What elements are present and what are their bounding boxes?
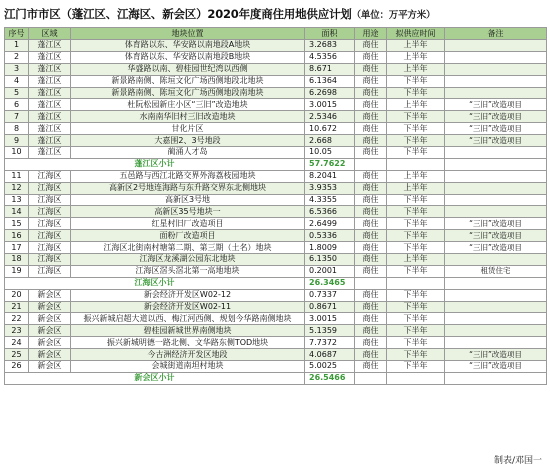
cell-district: 江海区 [29, 182, 71, 194]
subtotal-label: 江海区小计 [5, 277, 305, 289]
cell-use: 商住 [355, 265, 387, 277]
cell-no: 14 [5, 206, 29, 218]
cell-use: 商住 [355, 182, 387, 194]
cell-location: 杜阮松园新庄小区“三旧”改造地块 [71, 99, 305, 111]
cell-note: “三旧”改造项目 [445, 242, 547, 254]
cell-area: 2.668 [305, 135, 355, 147]
cell-district: 新会区 [29, 349, 71, 361]
subtotal-row [5, 158, 547, 170]
cell-area: 7.7372 [305, 337, 355, 349]
cell-area: 4.0687 [305, 349, 355, 361]
cell-area: 0.8671 [305, 301, 355, 313]
cell-time: 下半年 [387, 289, 445, 301]
table-row [5, 111, 547, 123]
cell-location: 会城街道南坦村地块 [71, 361, 305, 373]
table-row [5, 123, 547, 135]
table-row [5, 206, 547, 218]
cell-note: “三旧”改造项目 [445, 111, 547, 123]
cell-note [445, 325, 547, 337]
table-body [5, 40, 547, 385]
cell-location: 红星村旧厂改造项目 [71, 218, 305, 230]
cell-area: 3.0015 [305, 313, 355, 325]
cell-time: 下半年 [387, 147, 445, 159]
cell-district: 江海区 [29, 230, 71, 242]
cell-district: 蓬江区 [29, 135, 71, 147]
cell-note [445, 75, 547, 87]
cell-note [445, 51, 547, 63]
cell-area: 0.2001 [305, 265, 355, 277]
cell-area: 3.2683 [305, 40, 355, 52]
cell-use: 商住 [355, 170, 387, 182]
cell-time: 上半年 [387, 170, 445, 182]
cell-note [445, 301, 547, 313]
cell-use: 商住 [355, 361, 387, 373]
cell-no: 8 [5, 123, 29, 135]
cell-note [445, 40, 547, 52]
header-location: 地块位置 [71, 28, 305, 40]
cell-use: 商住 [355, 313, 387, 325]
subtotal-empty [445, 158, 547, 170]
cell-use: 商住 [355, 289, 387, 301]
cell-note [445, 337, 547, 349]
cell-area: 8.671 [305, 63, 355, 75]
cell-use: 商住 [355, 242, 387, 254]
header-use: 用途 [355, 28, 387, 40]
cell-note: “三旧”改造项目 [445, 123, 547, 135]
cell-district: 江海区 [29, 242, 71, 254]
table-row [5, 99, 547, 111]
cell-area: 2.6499 [305, 218, 355, 230]
table-row [5, 254, 547, 266]
subtotal-empty [445, 372, 547, 384]
cell-use: 商住 [355, 111, 387, 123]
cell-location: 新会经济开发区W02-12 [71, 289, 305, 301]
cell-district: 蓬江区 [29, 123, 71, 135]
cell-area: 2.5346 [305, 111, 355, 123]
cell-note [445, 289, 547, 301]
cell-district: 蓬江区 [29, 87, 71, 99]
cell-district: 江海区 [29, 206, 71, 218]
cell-no: 19 [5, 265, 29, 277]
table-row [5, 230, 547, 242]
land-supply-table [4, 27, 547, 385]
cell-district: 江海区 [29, 265, 71, 277]
subtotal-empty [445, 277, 547, 289]
cell-note [445, 182, 547, 194]
cell-use: 商住 [355, 254, 387, 266]
header-no: 序号 [5, 28, 29, 40]
cell-area: 5.0025 [305, 361, 355, 373]
cell-note [445, 147, 547, 159]
header-row [5, 28, 547, 40]
cell-area: 4.5356 [305, 51, 355, 63]
cell-note [445, 313, 547, 325]
cell-location: 碧桂园新城世界南侧地块 [71, 325, 305, 337]
cell-location: 体育路以东、华安路以南地段B地块 [71, 51, 305, 63]
table-row [5, 147, 547, 159]
cell-note: “三旧”改造项目 [445, 135, 547, 147]
cell-no: 12 [5, 182, 29, 194]
cell-use: 商住 [355, 230, 387, 242]
cell-time: 下半年 [387, 337, 445, 349]
cell-time: 上半年 [387, 99, 445, 111]
cell-note [445, 254, 547, 266]
cell-no: 18 [5, 254, 29, 266]
subtotal-value: 57.7622 [305, 158, 355, 170]
cell-district: 蓬江区 [29, 111, 71, 123]
cell-time: 上半年 [387, 63, 445, 75]
cell-no: 9 [5, 135, 29, 147]
cell-time: 下半年 [387, 313, 445, 325]
cell-location: 甘化片区 [71, 123, 305, 135]
cell-area: 10.672 [305, 123, 355, 135]
cell-no: 4 [5, 75, 29, 87]
cell-note: “三旧”改造项目 [445, 349, 547, 361]
table-row [5, 194, 547, 206]
cell-note [445, 194, 547, 206]
table-row [5, 313, 547, 325]
subtotal-empty [355, 277, 387, 289]
cell-location: 水南南华旧村三旧改造地块 [71, 111, 305, 123]
table-row [5, 349, 547, 361]
cell-time: 下半年 [387, 194, 445, 206]
cell-no: 3 [5, 63, 29, 75]
cell-district: 蓬江区 [29, 63, 71, 75]
cell-use: 商住 [355, 349, 387, 361]
cell-use: 商住 [355, 123, 387, 135]
cell-location: 面粉厂改造项目 [71, 230, 305, 242]
header-district: 区域 [29, 28, 71, 40]
cell-location: 蔺涌人才岛 [71, 147, 305, 159]
table-row [5, 63, 547, 75]
cell-no: 26 [5, 361, 29, 373]
cell-area: 6.2698 [305, 87, 355, 99]
cell-no: 5 [5, 87, 29, 99]
cell-district: 新会区 [29, 361, 71, 373]
cell-area: 4.3355 [305, 194, 355, 206]
cell-use: 商住 [355, 206, 387, 218]
table-row [5, 325, 547, 337]
table-row [5, 218, 547, 230]
subtotal-empty [355, 158, 387, 170]
table-row [5, 337, 547, 349]
cell-district: 江海区 [29, 218, 71, 230]
cell-area: 10.05 [305, 147, 355, 159]
header-area: 面积 [305, 28, 355, 40]
cell-location: 体育路以东、华安路以南地段A地块 [71, 40, 305, 52]
subtotal-value: 26.5466 [305, 372, 355, 384]
subtotal-empty [387, 158, 445, 170]
cell-no: 1 [5, 40, 29, 52]
cell-note [445, 87, 547, 99]
cell-use: 商住 [355, 87, 387, 99]
cell-time: 上半年 [387, 40, 445, 52]
cell-time: 下半年 [387, 325, 445, 337]
cell-location: 新景路南侧、陈垣文化广场西侧地段北地块 [71, 75, 305, 87]
cell-location: 江海区滘头滘北第一高地地块 [71, 265, 305, 277]
cell-time: 下半年 [387, 265, 445, 277]
cell-use: 商住 [355, 301, 387, 313]
cell-location: 新会经济开发区W02-11 [71, 301, 305, 313]
cell-district: 江海区 [29, 170, 71, 182]
cell-no: 22 [5, 313, 29, 325]
cell-use: 商住 [355, 337, 387, 349]
cell-use: 商住 [355, 194, 387, 206]
cell-time: 上半年 [387, 182, 445, 194]
table-row [5, 301, 547, 313]
cell-area: 0.7337 [305, 289, 355, 301]
cell-no: 11 [5, 170, 29, 182]
cell-location: 华盛路以南、碧桂园世纪湾以西侧 [71, 63, 305, 75]
table-row [5, 170, 547, 182]
cell-note: “三旧”改造项目 [445, 361, 547, 373]
cell-use: 商住 [355, 40, 387, 52]
title-main: 江门市市区（蓬江区、江海区、新会区）2020年度商住用地供应计划 [4, 7, 352, 21]
cell-district: 江海区 [29, 254, 71, 266]
cell-location: 新景路南侧、陈垣文化广场西侧地段南地块 [71, 87, 305, 99]
cell-location: 今古洲经济开发区地段 [71, 349, 305, 361]
cell-district: 蓬江区 [29, 99, 71, 111]
cell-area: 1.8009 [305, 242, 355, 254]
cell-no: 17 [5, 242, 29, 254]
cell-time: 下半年 [387, 111, 445, 123]
cell-no: 2 [5, 51, 29, 63]
header-time: 拟供应时间 [387, 28, 445, 40]
cell-location: 高新区3号地 [71, 194, 305, 206]
subtotal-row [5, 372, 547, 384]
cell-time: 上半年 [387, 254, 445, 266]
cell-area: 3.9353 [305, 182, 355, 194]
table-row [5, 289, 547, 301]
subtotal-empty [387, 372, 445, 384]
cell-district: 蓬江区 [29, 147, 71, 159]
cell-no: 20 [5, 289, 29, 301]
cell-note: “三旧”改造项目 [445, 218, 547, 230]
cell-time: 下半年 [387, 206, 445, 218]
cell-use: 商住 [355, 135, 387, 147]
table-row [5, 265, 547, 277]
subtotal-empty [387, 277, 445, 289]
cell-time: 上半年 [387, 51, 445, 63]
cell-no: 24 [5, 337, 29, 349]
cell-no: 16 [5, 230, 29, 242]
cell-time: 下半年 [387, 301, 445, 313]
subtotal-empty [355, 372, 387, 384]
cell-location: 高新区2号地连海路与东升路交界东北侧地块 [71, 182, 305, 194]
cell-area: 5.1359 [305, 325, 355, 337]
cell-time: 下半年 [387, 123, 445, 135]
cell-note [445, 206, 547, 218]
header-note: 备注 [445, 28, 547, 40]
cell-time: 下半年 [387, 242, 445, 254]
credit-line: 制表/邓国一 [493, 456, 542, 466]
table-row [5, 51, 547, 63]
cell-time: 下半年 [387, 87, 445, 99]
cell-area: 3.0015 [305, 99, 355, 111]
cell-area: 0.5336 [305, 230, 355, 242]
table-row [5, 87, 547, 99]
cell-district: 江海区 [29, 194, 71, 206]
cell-location: 振兴新城明德一路北侧、文华路东侧TOD地块 [71, 337, 305, 349]
cell-use: 商住 [355, 51, 387, 63]
table-row [5, 361, 547, 373]
cell-note: “三旧”改造项目 [445, 230, 547, 242]
cell-district: 新会区 [29, 313, 71, 325]
cell-location: 五邑路与西江北路交界外海荔枝园地块 [71, 170, 305, 182]
cell-location: 振兴新城启超大道以西、梅江河西侧、规划今华路南侧地块 [71, 313, 305, 325]
subtotal-label: 蓬江区小计 [5, 158, 305, 170]
cell-no: 15 [5, 218, 29, 230]
table-row [5, 242, 547, 254]
cell-area: 8.2041 [305, 170, 355, 182]
subtotal-row [5, 277, 547, 289]
cell-district: 蓬江区 [29, 75, 71, 87]
cell-use: 商住 [355, 63, 387, 75]
cell-no: 6 [5, 99, 29, 111]
table-row [5, 135, 547, 147]
cell-no: 21 [5, 301, 29, 313]
cell-location: 江海区北街南村塘第二期、第三期（土名）地块 [71, 242, 305, 254]
cell-location: 江海区龙溪湖公园东北地块 [71, 254, 305, 266]
cell-no: 13 [5, 194, 29, 206]
cell-time: 下半年 [387, 75, 445, 87]
cell-area: 6.1350 [305, 254, 355, 266]
cell-district: 新会区 [29, 337, 71, 349]
cell-district: 蓬江区 [29, 51, 71, 63]
cell-district: 蓬江区 [29, 40, 71, 52]
cell-district: 新会区 [29, 301, 71, 313]
cell-use: 商住 [355, 75, 387, 87]
cell-time: 下半年 [387, 230, 445, 242]
cell-time: 下半年 [387, 349, 445, 361]
cell-time: 下半年 [387, 361, 445, 373]
cell-location: 高新区35号地块一 [71, 206, 305, 218]
cell-time: 下半年 [387, 218, 445, 230]
cell-use: 商住 [355, 325, 387, 337]
cell-no: 23 [5, 325, 29, 337]
cell-use: 商住 [355, 147, 387, 159]
cell-district: 新会区 [29, 325, 71, 337]
cell-area: 6.5366 [305, 206, 355, 218]
cell-use: 商住 [355, 218, 387, 230]
cell-location: 大嘉围2、3号地段 [71, 135, 305, 147]
cell-no: 25 [5, 349, 29, 361]
table-row [5, 40, 547, 52]
table-row [5, 182, 547, 194]
cell-no: 7 [5, 111, 29, 123]
cell-note [445, 170, 547, 182]
subtotal-value: 26.3465 [305, 277, 355, 289]
title-unit: （单位：万平方米） [351, 10, 436, 21]
cell-area: 6.1364 [305, 75, 355, 87]
cell-time: 下半年 [387, 135, 445, 147]
subtotal-label: 新会区小计 [5, 372, 305, 384]
cell-no: 10 [5, 147, 29, 159]
cell-note: 租赁住宅 [445, 265, 547, 277]
cell-use: 商住 [355, 99, 387, 111]
cell-note [445, 63, 547, 75]
table-row [5, 75, 547, 87]
cell-note: “三旧”改造项目 [445, 99, 547, 111]
page-title [4, 6, 546, 24]
cell-district: 新会区 [29, 289, 71, 301]
